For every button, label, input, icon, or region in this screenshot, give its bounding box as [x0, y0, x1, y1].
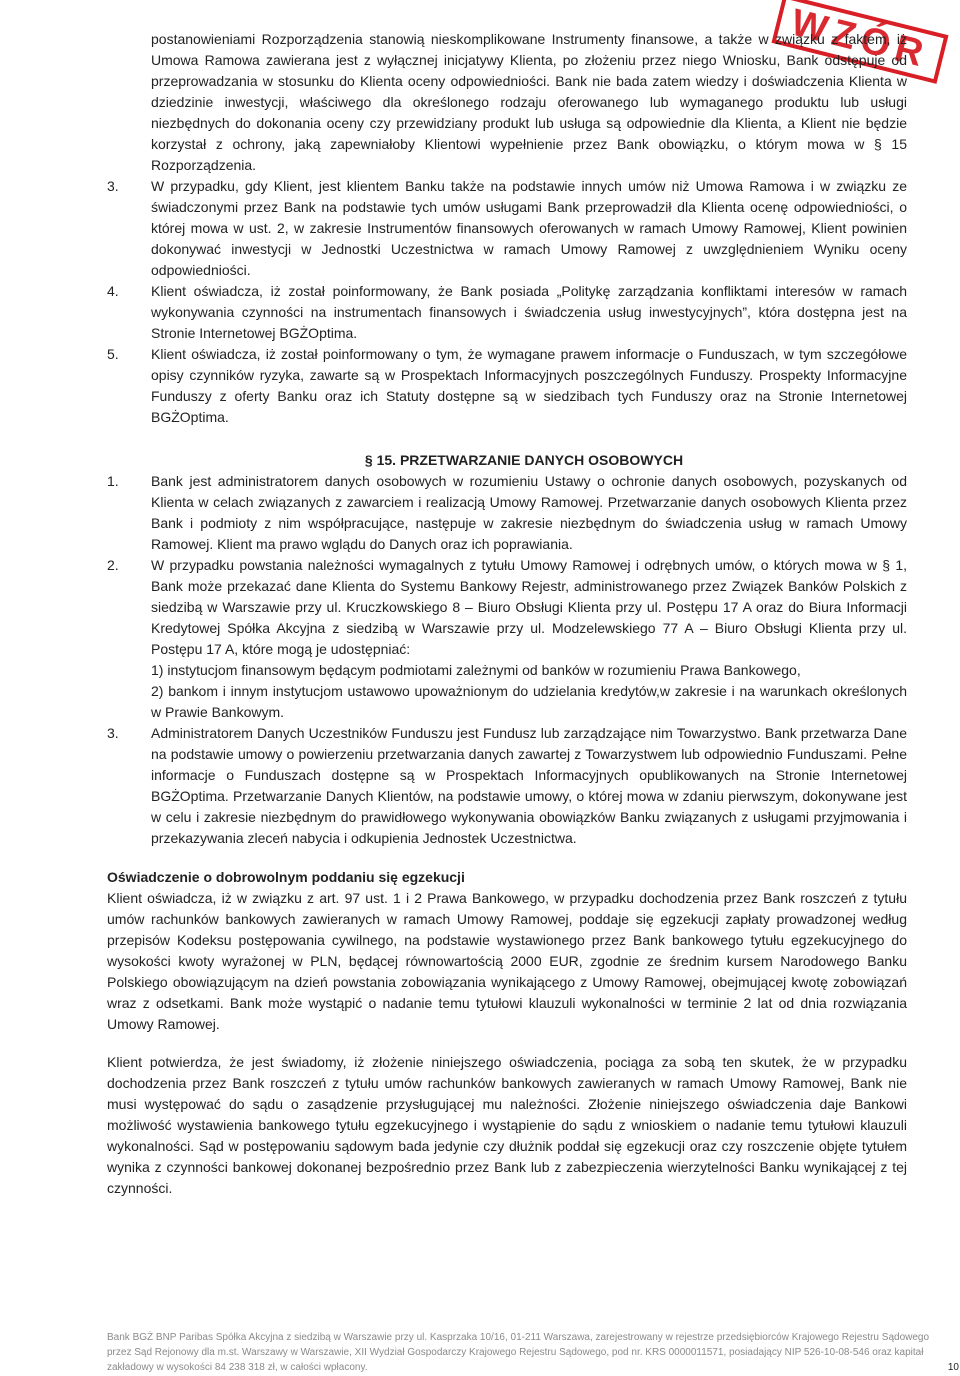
list-item	[107, 281, 907, 344]
item-text: W przypadku, gdy Klient, jest klientem Banku także na podstawie innych umów niż Umowa Ramowa i w związku ze świadczonymi przez Bank na podstawie tych umów usługami Bank przeprowadził dla Klienta ocenę odpowiedniości, o której mowa w ust. 2, w zakresie Instrumentów finansowych oferowanych w ramach Umowy Ramowej, Klient powinien dokonywać inwestycji w Jednostki Uczestnictwa w ramach Umowy Ramowej z uwzględnieniem Wyniku oceny odpowiedniości.	[151, 178, 907, 278]
sub-item: 1) instytucjom finansowym będącym podmiotami zależnymi od banków w rozumieniu Prawa Bankowego,	[151, 662, 801, 678]
footer-line: Bank BGŻ BNP Paribas Spółka Akcyjna z siedzibą w Warszawie przy ul. Kasprzaka 10/16, 01-211 Warszawa, zarejestrowany w rejestrze przedsiębiorców Krajowego Rejestru Sądowego	[107, 1332, 930, 1343]
declaration-title: Oświadczenie o dobrowolnym poddaniu się egzekucji	[107, 869, 465, 885]
item-number: 2.	[107, 557, 119, 573]
continuation-paragraph: postanowieniami Rozporządzenia stanowią nieskomplikowane Instrumenty finansowe, a także w związku z faktem, iż Umowa Ramowa zawierana jest z wyłącznej inicjatywy Klienta, po złożeniu przez niego Wniosku, Bank odstępuje od przeprowadzania w stosunku do Klienta oceny odpowiedniości. Bank nie bada zatem wiedzy i doświadczenia Klienta w dziedzinie inwestycji, właściwego dla określonego rodzaju oferowanego lub wymaganego produktu lub usługi niezbędnych do dokonania oceny czy przewidziany produkt lub usługa są odpowiednie dla Klienta, a Klient nie będzie korzystał z ochrony, jaką zapewniałoby Klientowi wypełnienie przez Bank obowiązku, o którym mowa w § 15 Rozporządzenia.	[151, 31, 907, 173]
list-item	[107, 176, 907, 281]
item-text: Administratorem Danych Uczestników Funduszu jest Fundusz lub zarządzające nim Towarzystwo. Bank przetwarza Dane na podstawie umowy o powierzeniu przetwarzania danych zawartej z Towarzystwem lub odpowiednio Funduszami. Pełne informacje o Funduszach dostępne są w Prospektach Informacyjnych opublikowanych na Stronie Internetowej BGŻOptima. Przetwarzanie Danych Klientów, na podstawie umowy, o której mowa w zdaniu pierwszym, dokonywane jest w celu i zakresie niezbędnym do prawidłowego wykonywania obowiązków Banku związanych z usługami przyjmowania i przekazywania zleceń nabycia i odkupienia Jednostek Uczestnictwa.	[151, 725, 907, 846]
item-text: W przypadku powstania należności wymagalnych z tytułu Umowy Ramowej i odrębnych umów, o których mowa w § 1, Bank może przekazać dane Klienta do Systemu Bankowy Rejestr, administrowanego przez Związek Banków Polskich z siedzibą w Warszawie przy ul. Kruczkowskiego 8 – Biuro Obsługi Klienta przy ul. Postępu 17 A oraz do Biura Informacji Kredytowej Spółka Akcyjna z siedzibą w Warszawie przy ul. Modzelewskiego 77 A – Biuro Obsługi Klienta przy ul. Postępu 17 A, które mogą je udostępniać:	[151, 557, 907, 657]
item-text: Klient oświadcza, iż został poinformowany, że Bank posiada „Politykę zarządzania konfliktami interesów w ramach wykonywania czynności na instrumentach finansowych i świadczenia usług inwestycyjnych”, która dostępna jest na Stronie Internetowej BGŻOptima.	[151, 283, 907, 341]
item-number: 1.	[107, 473, 119, 489]
page-number: 10	[947, 1362, 959, 1373]
stamp-text: WZÓR	[787, 1, 934, 76]
item-number: 3.	[107, 725, 119, 741]
item-text: Bank jest administratorem danych osobowych w rozumieniu Ustawy o ochronie danych osobowych, pozyskanych od Klienta w celach związanych z zawarciem i realizacją Umowy Ramowej. Przetwarzanie danych osobowych Klienta przez Bank i podmioty z nim współpracujące, następuje w zakresie niezbędnym do świadczenia usług w ramach Umowy Ramowej. Klient ma prawo wglądu do Danych oraz ich poprawiania.	[151, 473, 907, 552]
section-title: § 15. PRZETWARZANIE DANYCH OSOBOWYCH	[364, 452, 684, 468]
item-number: 4.	[107, 283, 119, 299]
footer-line: zakładowy w wysokości 84 238 318 zł, w całości wpłacony.	[107, 1362, 368, 1373]
item-text: Klient oświadcza, iż został poinformowany o tym, że wymagane prawem informacje o Funduszach, w tym szczegółowe opisy czynników ryzyka, zawarte są w Prospektach Informacyjnych poszczególnych Funduszy. Prospekty Informacyjne Funduszy z oferty Banku oraz ich Statuty dostępne są w siedzibach tych Funduszy oraz na Stronie Internetowej BGŻOptima.	[151, 346, 907, 425]
item-number: 5.	[107, 346, 119, 362]
list-item	[107, 555, 907, 723]
page-footer	[107, 1330, 959, 1375]
list-item	[107, 344, 907, 428]
declaration-paragraph: Klient potwierdza, że jest świadomy, iż złożenie niniejszego oświadczenia, pociąga za sobą ten skutek, że w przypadku dochodzenia przez Bank roszczeń z tytułu umów rachunków bankowych zawieranych w ramach Umowy Ramowej, Bank nie musi występować do sądu o zasądzenie przysługującej mu należności. Złożenie niniejszego oświadczenia daje Bankowi możliwość wystawienia bankowego tytułu egzekucyjnego i wystąpienie do sądu z wnioskiem o nadanie temu tytułowi klauzuli wykonalności. Sąd w postępowaniu sądowym bada jedynie czy dłużnik poddał się egzekucji oraz czy roszczenie objęte tytułem wynika z czynności bankowej dokonanej bezpośrednio przez Bank lub z zabezpieczenia wierzytelności Banku wynikającej z tej czynności.	[107, 1054, 907, 1196]
footer-line: przez Sąd Rejonowy dla m.st. Warszawy w Warszawie, XII Wydział Gospodarczy Krajowego Rejestru Sądowego, pod nr. KRS 0000011571, posiadający NIP 526-10-08-546 oraz kapitał	[107, 1347, 924, 1358]
list-item	[107, 471, 907, 555]
item-number: 3.	[107, 178, 119, 194]
declaration-paragraph: Klient oświadcza, iż w związku z art. 97 ust. 1 i 2 Prawa Bankowego, w przypadku dochodzenia przez Bank roszczeń z tytułu umów rachunków bankowych zawieranych w ramach Umowy Ramowej, poddaje się egzekucji zapłaty prowadzonej według przepisów Kodeksu postępowania cywilnego, na podstawie wystawionego przez Bank bankowego tytułu egzekucyjnego do wysokości kwoty wyrażonej w PLN, będącej równowartością 2000 EUR, zgodnie ze średnim kursem Narodowego Banku Polskiego obowiązującym na dzień powstania zobowiązania wynikającego z Umowy Ramowej, obejmującej kwotę zobowiązań wraz z odsetkami. Bank może wystąpić o nadanie temu tytułowi klauzuli wykonalności w terminie 2 lat od dnia rozwiązania Umowy Ramowej.	[107, 890, 907, 1032]
list-item	[107, 723, 907, 849]
sub-item: 2) bankom i innym instytucjom ustawowo upoważnionym do udzielania kredytów,w zakresie i na warunkach określonych w Prawie Bankowym.	[151, 683, 907, 720]
document-body	[107, 29, 907, 1199]
